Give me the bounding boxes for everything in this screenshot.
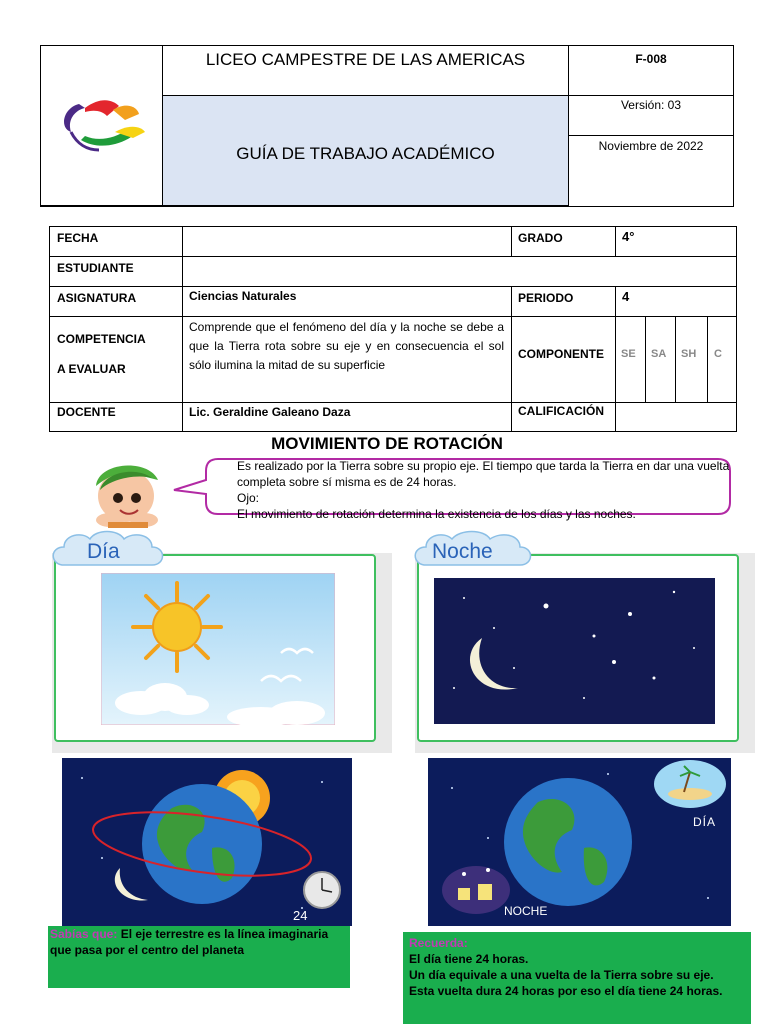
night-label: Noche bbox=[432, 540, 493, 563]
clock-icon bbox=[304, 872, 340, 908]
bubble-line-2: Ojo: bbox=[237, 491, 260, 505]
componente-sa: SA bbox=[651, 348, 667, 360]
calificacion-label: CALIFICACIÓN bbox=[518, 404, 604, 418]
doc-code: F-008 bbox=[635, 52, 667, 66]
componente-se: SE bbox=[621, 348, 636, 360]
sabias-que-box bbox=[48, 926, 350, 988]
recuerda-box bbox=[403, 932, 751, 1024]
fecha-label: FECHA bbox=[57, 231, 99, 245]
earth-rotation-illustration bbox=[62, 758, 352, 926]
bubble-line-3: El movimiento de rotación determina la existencia de los días y las noches. bbox=[237, 507, 636, 521]
doc-date: Noviembre de 2022 bbox=[598, 139, 704, 153]
competencia-label-1: COMPETENCIA bbox=[57, 332, 146, 346]
recuerda-line-3: Esta vuelta dura 24 horas por eso el día tiene 24 horas. bbox=[409, 984, 723, 998]
speech-bubble-text bbox=[237, 458, 731, 522]
asignatura-value: Ciencias Naturales bbox=[189, 289, 297, 303]
grado-value: 4° bbox=[622, 229, 635, 244]
docente-label: DOCENTE bbox=[57, 405, 116, 419]
competencia-label-2: A EVALUAR bbox=[57, 362, 126, 376]
night-sky-illustration bbox=[434, 578, 715, 724]
periodo-label: PERIODO bbox=[518, 291, 574, 305]
kid-character-icon bbox=[82, 452, 176, 528]
row-asignatura bbox=[50, 287, 736, 317]
sabias-que-text: El eje terrestre es la línea imaginaria que pasa por el centro del planeta bbox=[50, 927, 329, 957]
day-label: Día bbox=[87, 540, 120, 563]
doc-title-cell bbox=[163, 96, 569, 206]
sabias-que-label: Sabías que: bbox=[50, 927, 118, 941]
sun-icon bbox=[133, 583, 221, 671]
doc-title: GUÍA DE TRABAJO ACADÉMICO bbox=[236, 144, 495, 163]
night-village-icon bbox=[442, 866, 510, 914]
recuerda-line-1: El día tiene 24 horas. bbox=[409, 952, 529, 966]
earth-day-night-illustration bbox=[428, 758, 731, 926]
code-cell bbox=[569, 46, 733, 96]
version-cell bbox=[569, 96, 733, 136]
earth-icon bbox=[504, 778, 632, 906]
logo-cell bbox=[41, 46, 163, 206]
componente-c: C bbox=[714, 348, 722, 360]
school-logo-icon bbox=[41, 46, 163, 206]
componente-sh: SH bbox=[681, 348, 697, 360]
date-cell bbox=[569, 136, 733, 206]
row-docente bbox=[50, 403, 736, 431]
lesson-title: MOVIMIENTO DE ROTACIÓN bbox=[271, 434, 503, 453]
header-table bbox=[40, 45, 734, 207]
estudiante-label: ESTUDIANTE bbox=[57, 261, 134, 275]
noche-caption: NOCHE bbox=[504, 904, 548, 918]
info-table bbox=[49, 226, 737, 432]
school-name: LICEO CAMPESTRE DE LAS AMERICAS bbox=[205, 50, 526, 69]
dia-caption: DÍA bbox=[693, 815, 717, 829]
clock-label: 24 bbox=[293, 908, 308, 923]
periodo-value: 4 bbox=[622, 289, 630, 304]
recuerda-label: Recuerda: bbox=[409, 936, 468, 950]
asignatura-label: ASIGNATURA bbox=[57, 291, 137, 305]
row-estudiante bbox=[50, 257, 736, 287]
grado-label: GRADO bbox=[518, 231, 563, 245]
competencia-text: Comprende que el fenómeno del día y la noche se debe a que la Tierra rota sobre su eje y en consecuencia el sol sólo ilumina la mitad de su superficie bbox=[189, 320, 504, 372]
bubble-line-1: Es realizado por la Tierra sobre su propio eje. El tiempo que tarda la Tierra en dar una vuelta completa sobre sí misma es de 24 horas. bbox=[237, 459, 730, 489]
recuerda-line-2: Un día equivale a una vuelta de la Tierra sobre su eje. bbox=[409, 968, 714, 982]
componente-label: COMPONENTE bbox=[518, 347, 605, 361]
day-sky-illustration bbox=[101, 573, 335, 725]
row-competencia bbox=[50, 317, 736, 403]
docente-value: Lic. Geraldine Galeano Daza bbox=[189, 405, 351, 419]
doc-version: Versión: 03 bbox=[620, 98, 682, 112]
row-fecha bbox=[50, 227, 736, 257]
day-island-icon bbox=[654, 760, 726, 808]
school-name-cell bbox=[163, 46, 569, 96]
